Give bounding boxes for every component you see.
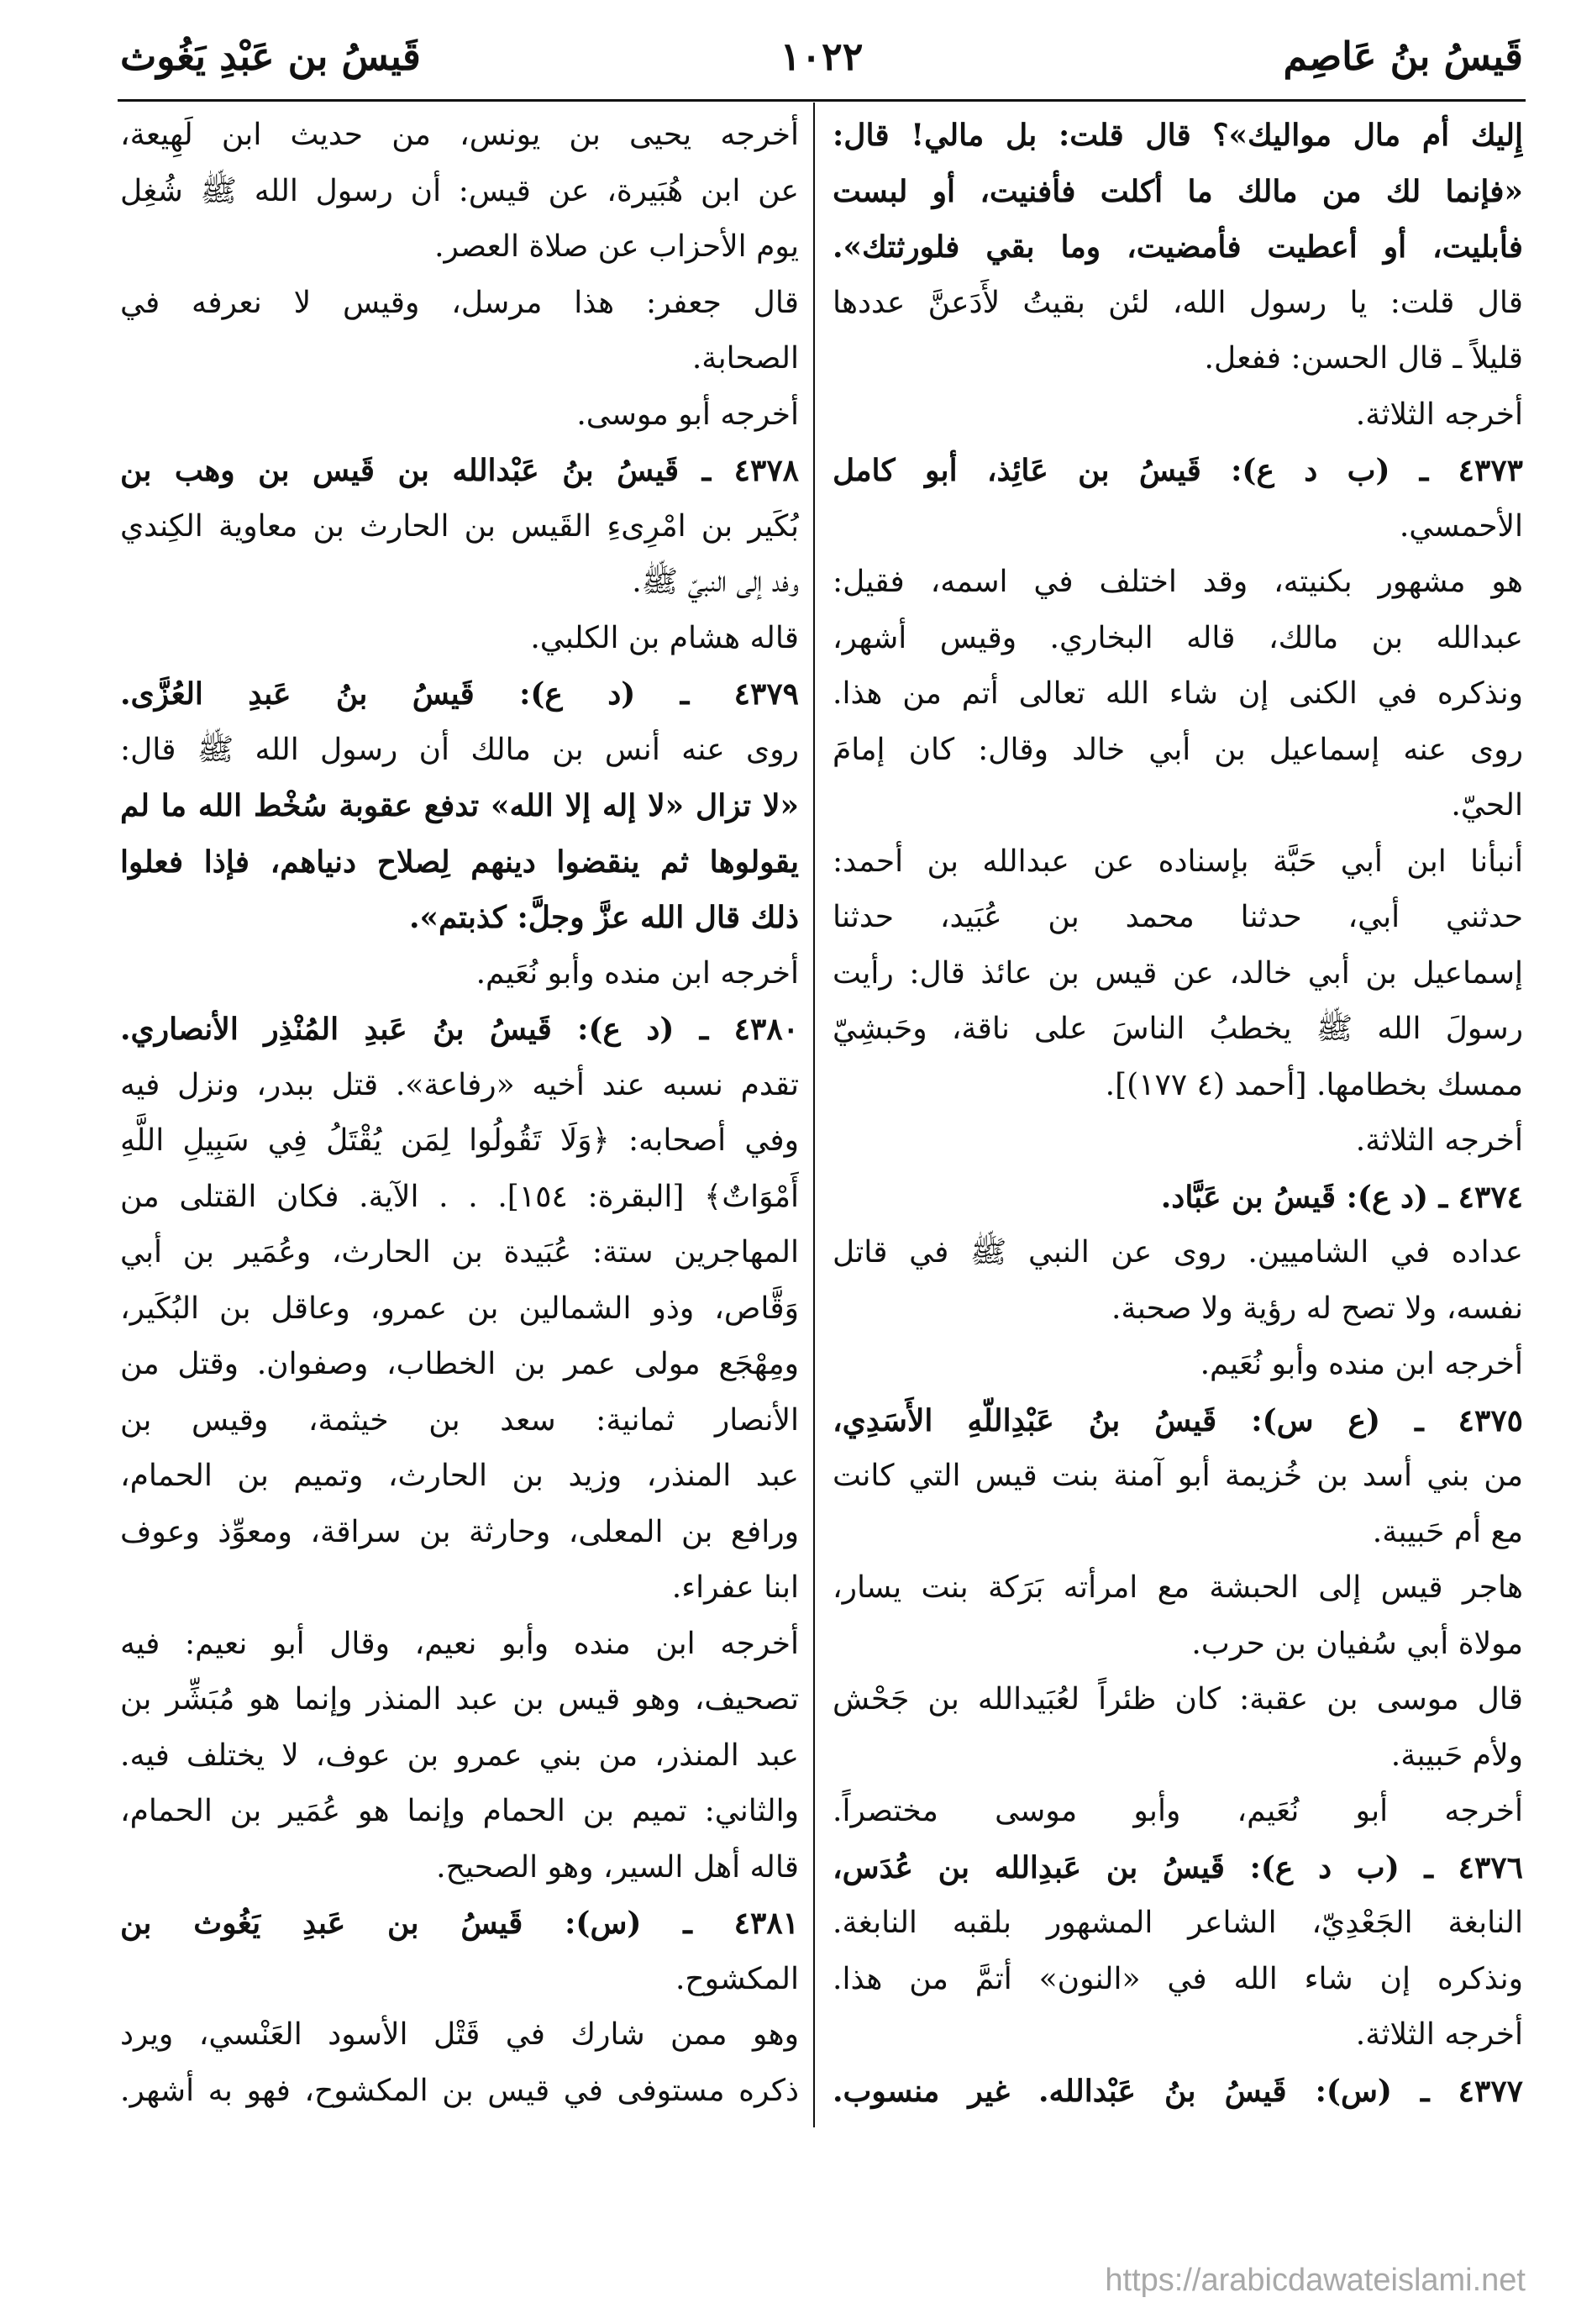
text-line: ذلك قال الله عزَّ وجلَّ: كذبتم».: [409, 900, 799, 935]
text-line: يقولوها ثم ينقضوا دينهم لِصلاح دنياهم، فإذا فعلوا: [120, 844, 799, 880]
text-line: قاله هشام بن الكلبي.: [530, 620, 799, 655]
entry-heading-line: ٤٣٧٦ ـ (ب د ع): قَيسُ بن عَبدِالله بن عُدَس،: [833, 1849, 1523, 1885]
left-column: [120, 108, 799, 2119]
header-rule: [118, 99, 1526, 102]
text-line: إسماعيل بن أبي خالد، عن قيس بن عائذ قال: رأيت: [833, 955, 1523, 991]
text-line: قال جعفر: هذا مرسل، وقيس لا نعرفه في: [120, 285, 799, 320]
text-line: ولأم حَبيبة.: [1390, 1738, 1523, 1773]
text-line: روى عنه أنس بن مالك أن رسول الله ﷺ قال:: [120, 732, 799, 767]
text-line: تصحيف، وهو قيس بن عبد المنذر وإنما هو مُبَشِّر بن: [120, 1682, 799, 1717]
right-column: [833, 108, 1523, 2119]
text-line: ابنا عفراء.: [671, 1570, 799, 1605]
text-line: ومِهْجَع مولى عمر بن الخطاب، وصفوان. وقتل من: [120, 1347, 799, 1381]
text-line: رسولَ الله ﷺ يخطبُ الناسَ على ناقة، وحَبشِيّ: [833, 1012, 1523, 1046]
text-line: ورافع بن المعلى، وحارثة بن سراقة، ومعوِّذ وعوف: [120, 1514, 799, 1549]
text-line: أخرجه يحيى بن يونس، من حديث ابن لَهِيعة،: [120, 118, 799, 152]
text-line: وهو ممن شارك في قَتْل الأسود العَنْسي، ويرد: [120, 2017, 799, 2052]
text-line: بُكَير بن امْرِىءِ القَيس بن الحارث بن معاوية الكِندي: [120, 508, 799, 544]
entry-heading-line: ٤٣٧٥ ـ (ع س): قَيسُ بنُ عَبْدِاللّهِ الأَسَدِي،: [833, 1402, 1523, 1438]
text-line: حدثني أبي، حدثنا محمد بن عُبَيد، حدثنا: [833, 900, 1523, 934]
text-line: قال قلت: يا رسول الله، لئن بقيتُ لأَدَعنَّ عددها: [833, 285, 1523, 320]
text-line: ونذكره في الكنى إن شاء الله تعالى أتم من هذا.: [833, 676, 1523, 711]
text-line: الأحمسي.: [1399, 508, 1523, 544]
text-line: أخرجه الثلاثة.: [1355, 2017, 1523, 2052]
text-line: تقدم نسبه عند أخيه «رفاعة». قتل ببدر، ونزل فيه: [120, 1067, 799, 1102]
text-line: أخرجه أبو موسى.: [576, 397, 799, 432]
text-line: الأنصار ثمانية: سعد بن خيثمة، وقيس بن: [120, 1402, 799, 1438]
text-line: قليلاً ـ قال الحسن: ففعل.: [1204, 341, 1523, 376]
text-line: مولاة أبي سُفيان بن حرب.: [1191, 1626, 1523, 1661]
text-line: أخرجه ابن منده وأبو نعيم، وقال أبو نعيم: فيه: [120, 1626, 799, 1661]
text-line: قاله أهل السير، وهو الصحيح.: [436, 1849, 799, 1885]
text-line: إِليك أم مال مواليك»؟ قال قلت: بل مالي! قال:: [833, 118, 1523, 153]
text-line: مع أم حَبيبة.: [1372, 1514, 1523, 1549]
text-line: أخرجه أبو نُعَيم، وأبو موسى مختصراً.: [833, 1794, 1523, 1828]
text-line: هو مشهور بكنيته، وقد اختلف في اسمه، فقيل:: [833, 565, 1523, 599]
text-line: المهاجرين ستة: عُبَيدة بن الحارث، وعُمَير بن أبي: [120, 1235, 799, 1270]
text-line: الصحابة.: [691, 341, 799, 376]
watermark-url: https://arabicdawateislami.net: [1105, 2263, 1526, 2298]
text-line: «فإنما لك من مالك ما أكلت فأفنيت، أو لبست: [833, 173, 1523, 209]
text-line: فأبليت، أو أعطيت فأمضيت، وما بقي فلورثتك».: [833, 229, 1523, 265]
text-line: عبد المنذر، من بني عمرو بن عوف، لا يختلف فيه.: [120, 1738, 799, 1773]
text-line: أخرجه ابن منده وأبو نُعَيم.: [475, 955, 799, 991]
text-line: والثاني: تميم بن الحمام وإنما هو عُمَير بن الحمام،: [120, 1794, 799, 1828]
page-header: [120, 34, 1523, 92]
text-line: وفد إلى النبيّ ﷺ.: [632, 565, 799, 599]
page-number: ١٠٢٢: [780, 34, 864, 79]
text-line: الحيّ.: [1451, 788, 1523, 823]
text-line: أنبأنا ابن أبي حَبَّة بإسناده عن عبدالله بن أحمد:: [833, 844, 1523, 879]
text-line: روى عنه إسماعيل بن أبي خالد وقال: كان إمامَ: [833, 732, 1523, 767]
running-head-left: قَيسُ بن عَبْدِ يَغُوث: [120, 34, 421, 79]
text-line: ونذكره إن شاء الله في «النون» أتمَّ من هذا.: [833, 1961, 1523, 1996]
entry-heading-line: ٤٣٧٨ ـ قَيسُ بنُ عَبْدالله بن قَيس بن وهب بن: [120, 453, 799, 488]
text-line: أَمْوَاتٌ﴾ [البقرة: ١٥٤]. . . الآية. فكان القتلى من: [120, 1179, 799, 1214]
entry-heading-line: ٤٣٧٤ ـ (د ع): قَيسُ بن عَبَّاد.: [1160, 1179, 1523, 1215]
entry-heading-line: ٤٣٨٠ ـ (د ع): قَيسُ بنُ عَبدِ المُنْذِر الأنصاري.: [120, 1012, 799, 1047]
text-line: يوم الأحزاب عن صلاة العصر.: [434, 229, 799, 264]
text-line: عبد المنذر، وزيد بن الحارث، وتميم بن الحمام،: [120, 1459, 799, 1493]
text-line: وَقَّاص، وذو الشمالين بن عمرو، وعاقل بن البُكَير،: [120, 1291, 799, 1326]
text-line: عداده في الشاميين. روى عن النبي ﷺ في قاتل: [833, 1235, 1523, 1270]
text-line: ذكره مستوفى في قيس بن المكشوح، فهو به أشهر.: [120, 2073, 799, 2108]
text-line: ممسك بخطامها. [أحمد (٤ ١٧٧)].: [1105, 1067, 1523, 1102]
text-line: من بني أسد بن خُزيمة أبو آمنة بنت قيس التي كانت: [833, 1459, 1523, 1493]
entry-heading-line: ٤٣٧٧ ـ (س): قَيسُ بنُ عَبْدالله. غير منسوب.: [833, 2073, 1523, 2109]
running-head-right: قَيسُ بنُ عَاصِم: [1283, 34, 1523, 79]
entry-heading-line: ٤٣٨١ ـ (س): قَيسُ بن عَبدِ يَغُوث بن: [120, 1906, 799, 1941]
text-line: المكشوح.: [675, 1961, 799, 1996]
text-line: وفي أصحابه: ﴿وَلَا تَقُولُوا لِمَن يُقْتَلُ فِي سَبِيلِ اللَّهِ: [120, 1123, 799, 1158]
entry-heading-line: ٤٣٧٩ ـ (د ع): قَيسُ بنُ عَبدِ العُزَّى.: [120, 676, 799, 712]
text-line: عن ابن هُبَيرة، عن قيس: أن رسول الله ﷺ شُغِل: [120, 173, 799, 208]
text-line: نفسه، ولا تصح له رؤية ولا صحبة.: [1111, 1291, 1523, 1326]
text-line: قال موسى بن عقبة: كان ظئراً لعُبَيدالله بن جَحْش: [833, 1682, 1523, 1717]
text-line: النابغة الجَعْدِيّ، الشاعر المشهور بلقبه النابغة.: [833, 1906, 1523, 1940]
entry-heading-line: ٤٣٧٣ ـ (ب د ع): قَيسُ بن عَائِذ، أبو كامل: [833, 453, 1523, 488]
text-line: هاجر قيس إلى الحبشة مع امرأته بَرَكة بنت يسار،: [833, 1570, 1523, 1605]
text-line: «لا تزال «لا إله إلا الله» تدفع عقوبة سُخْط الله ما لم: [120, 788, 799, 823]
text-line: أخرجه ابن منده وأبو نُعَيم.: [1200, 1347, 1523, 1381]
text-line: أخرجه الثلاثة.: [1355, 397, 1523, 432]
column-divider: [813, 103, 815, 2127]
text-line: عبدالله بن مالك، قاله البخاري. وقيس أشهر،: [833, 620, 1523, 655]
text-line: أخرجه الثلاثة.: [1355, 1123, 1523, 1158]
